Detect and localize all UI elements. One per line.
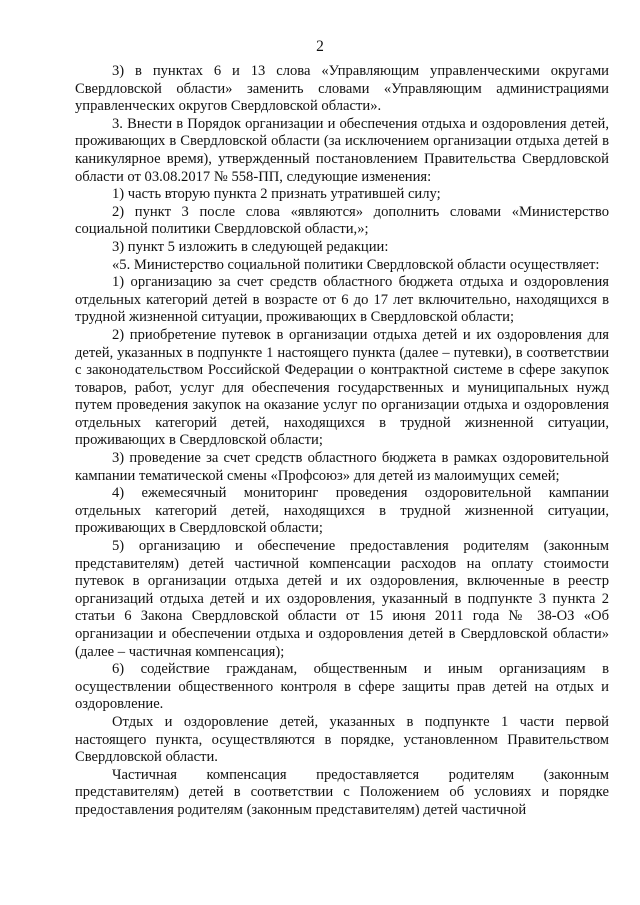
paragraph-point-5-sub-3: 3) проведение за счет средств областного бюджета в рамках оздоровительной кампании тематической смены «Профсоюз» для детей из малоимущих семей; [75,450,609,484]
paragraph-point-5-sub-6: 6) содействие гражданам, общественным и иным организациям в осуществлении общественного контроля в сфере защиты прав детей на отдых и оздоровление. [75,661,609,713]
paragraph-point-5-sub-4: 4) ежемесячный мониторинг проведения оздоровительной кампании отдельных категорий детей, находящихся в трудной жизненной ситуации, проживающих в Свердловской области; [75,485,609,537]
paragraph-amend-3: 3) пункт 5 изложить в следующей редакции: [112,238,389,255]
paragraph-point-5-sub-1: 1) организацию за счет средств областного бюджета отдыха и оздоровления отдельных категорий детей в возрасте от 6 до 17 лет включительно, находящихся в трудной жизненной ситуации, проживающих в Свердловской области; [75,274,609,326]
paragraph-item-3-replacement: 3) в пунктах 6 и 13 слова «Управляющим управленческими округами Свердловской области» заменить словами «Управляющим администрациями управленческих округов Свердловской области». [75,63,609,115]
paragraph-section-3-amend-procedure: 3. Внести в Порядок организации и обеспечения отдыха и оздоровления детей, проживающих в Свердловской области (за исключением организации отдыха детей в каникулярное время), утвержденный постановлением Правительства Свердловской области от 03.08.2017 № 558-ПП, следующие изменения: [75,115,609,185]
paragraph-rest-and-recovery: Отдых и оздоровление детей, указанных в подпункте 1 части первой настоящего пункта, осуществляются в порядке, установленном Правительством Свердловской области. [75,713,609,766]
paragraph-point-5-sub-5: 5) организацию и обеспечение предоставления родителям (законным представителям) детей частичной компенсации расходов на оплату стоимости путевок в организации отдыха детей и их оздоровления, включенные в реестр организаций отдыха детей и их оздоровления, указанный в подпункте 3 пункта 2 статьи 6 Закона Свердловской области от 15 июня 2011 года № 38-ОЗ «Об организации и обеспечении отдыха и оздоровления детей в Свердловской области» (далее – частичная компенсация); [75,538,609,660]
document-body [75,63,609,820]
paragraph-amend-1: 1) часть вторую пункта 2 признать утратившей силу; [112,186,441,203]
page-number: 2 [316,38,324,55]
paragraph-point-5-intro: «5. Министерство социальной политики Свердловской области осуществляет: [112,256,600,273]
paragraph-partial-compensation: Частичная компенсация предоставляется родителям (законным представителям) детей в соответствии с Положением об условиях и порядке предоставления родителям (законным представителям) детей частичной [75,766,609,818]
paragraph-point-5-sub-2: 2) приобретение путевок в организации отдыха детей и их оздоровления для детей, указанных в подпункте 1 настоящего пункта (далее – путевки), в соответствии с законодательством Российской Федерации о контрактной системе в сфере закупок товаров, работ, услуг для обеспечения государственных и муниципальных нужд путем проведения закупок на оказание услуг по организации отдыха и оздоровления отдельных категорий детей, находящихся в трудной жизненной ситуации, проживающих в Свердловской области; [75,326,609,449]
paragraph-amend-2: 2) пункт 3 после слова «являются» дополнить словами «Министерство социальной политики Свердловской области,»; [75,203,609,238]
